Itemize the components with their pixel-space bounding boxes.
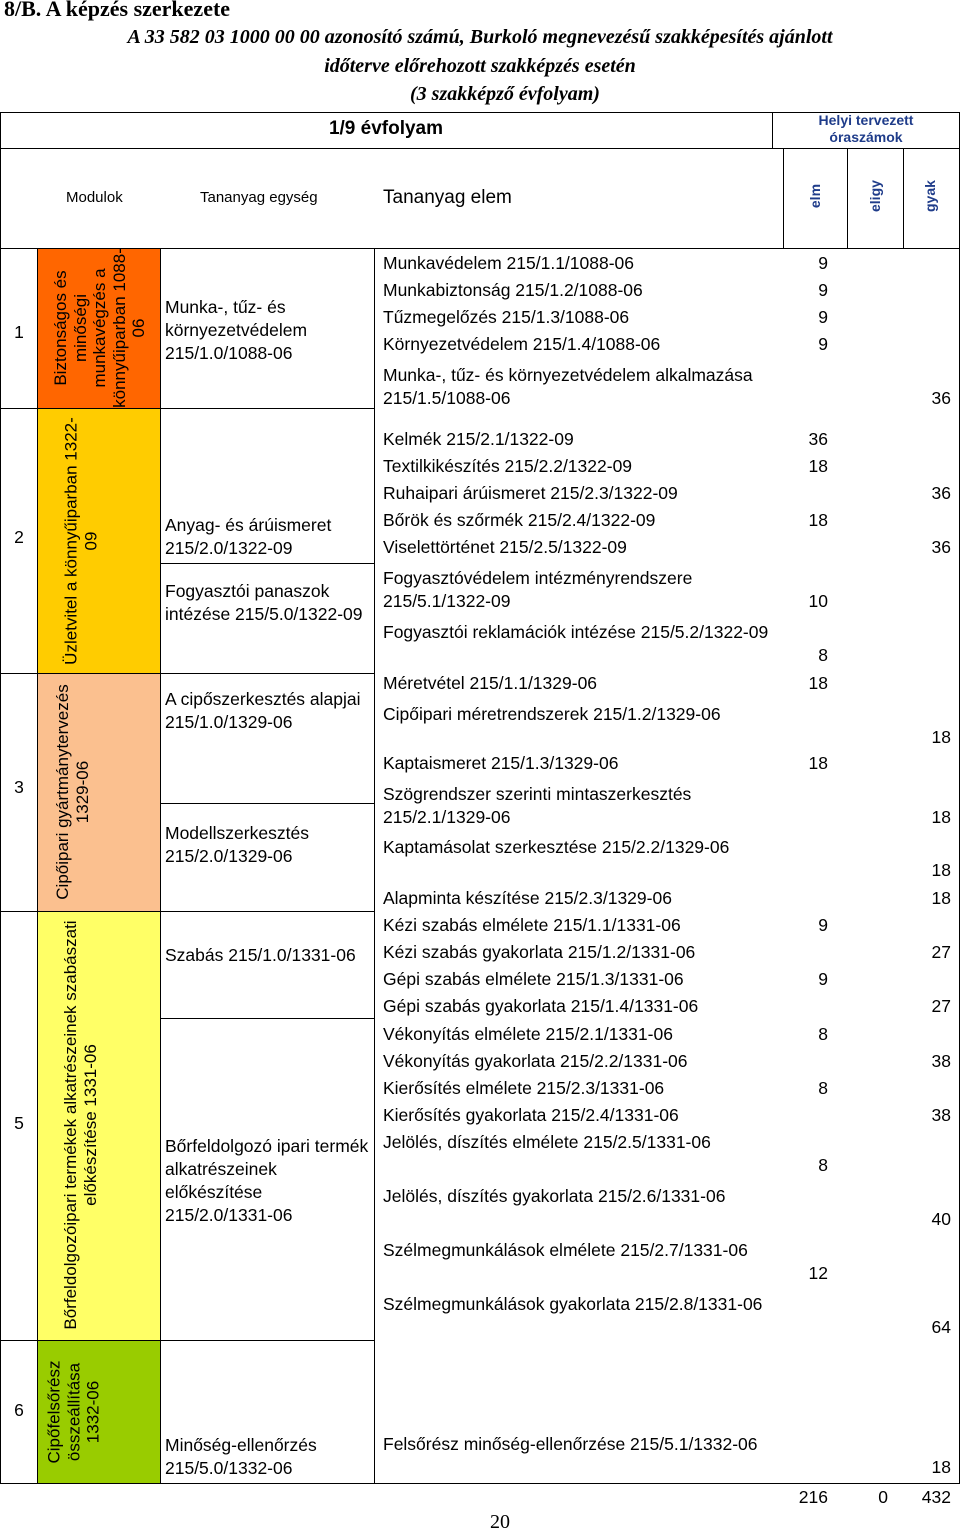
element-gyak-hours: 36 bbox=[931, 483, 951, 503]
element-name: Méretvétel 215/1.1/1329-06 bbox=[383, 673, 598, 693]
element-name: Gépi szabás gyakorlata 215/1.4/1331-06 bbox=[383, 996, 699, 1016]
section-title: 8/B. A képzés szerkezete bbox=[4, 0, 231, 21]
year-label: 1/9 évfolyam bbox=[328, 118, 444, 139]
element-name: Jelölés, díszítés gyakorlata 215/2.6/1331-06 bbox=[383, 1186, 726, 1206]
element-name: Kelmék 215/2.1/1322-09 bbox=[383, 429, 574, 449]
element-gyak-hours: 36 bbox=[931, 388, 951, 408]
unit-6: Szabás 215/1.0/1331-06 bbox=[165, 945, 356, 965]
unit-5: Modellszerkesztés 215/2.0/1329-06 bbox=[165, 823, 309, 866]
unit-3: Fogyasztói panaszok intézése 215/5.0/1322-09 bbox=[165, 581, 363, 624]
element-gyak-hours: 36 bbox=[931, 537, 951, 557]
element-gyak-hours: 18 bbox=[931, 1457, 951, 1477]
element-name: Szögrendszer szerinti mintaszerkesztés 215/2.1/1329-06 bbox=[383, 784, 692, 827]
element-name: Kézi szabás elmélete 215/1.1/1331-06 bbox=[383, 915, 681, 935]
module-num-6: 6 bbox=[14, 1400, 24, 1420]
total-gyak: 432 bbox=[921, 1487, 951, 1507]
element-name: Kézi szabás gyakorlata 215/1.2/1331-06 bbox=[383, 942, 696, 962]
element-name: Munka-, tűz- és környezetvédelem alkalmazása 215/1.5/1088-06 bbox=[383, 365, 753, 408]
unit-1: Munka-, tűz- és környezetvédelem 215/1.0/1088-06 bbox=[165, 297, 308, 363]
module-name-6: Cipőfelsőrész összeállítása 1332-06 bbox=[44, 1360, 103, 1464]
element-elm-hours: 18 bbox=[808, 510, 828, 530]
subtitle-line-3: (3 szakképző évfolyam) bbox=[410, 83, 600, 105]
element-name: Munkavédelem 215/1.1/1088-06 bbox=[383, 253, 635, 273]
module-name-3: Cipőipari gyártmánytervezés 1329-06 bbox=[53, 684, 92, 900]
module-num-3: 3 bbox=[14, 777, 24, 797]
element-name: Szélmegmunkálások gyakorlata 215/2.8/1331-06 bbox=[383, 1294, 763, 1314]
local-hours-label-2: óraszámok bbox=[829, 129, 903, 145]
element-elm-hours: 8 bbox=[818, 1078, 828, 1098]
module-name-2: Üzletvitel a könnyűiparban 1322-09 bbox=[61, 417, 101, 665]
element-elm-hours: 8 bbox=[818, 645, 828, 665]
col-header-element: Tananyag elem bbox=[383, 187, 512, 208]
element-elm-hours: 18 bbox=[808, 456, 828, 476]
module-num-1: 1 bbox=[14, 322, 24, 342]
element-name: Gépi szabás elmélete 215/1.3/1331-06 bbox=[383, 969, 684, 989]
element-name: Felsőrész minőség-ellenőrzése 215/5.1/1332-06 bbox=[383, 1434, 758, 1454]
element-elm-hours: 10 bbox=[808, 591, 828, 611]
element-name: Viselettörténet 215/2.5/1322-09 bbox=[383, 537, 627, 557]
subtitle-line-2: időterve előrehozott szakképzés esetén bbox=[324, 55, 636, 77]
element-name: Jelölés, díszítés elmélete 215/2.5/1331-06 bbox=[383, 1132, 711, 1152]
unit-2: Anyag- és árúismeret 215/2.0/1322-09 bbox=[165, 515, 332, 558]
element-gyak-hours: 40 bbox=[931, 1209, 951, 1229]
total-elm: 216 bbox=[798, 1487, 828, 1507]
element-elm-hours: 36 bbox=[808, 429, 828, 449]
module-num-2: 2 bbox=[14, 527, 24, 547]
element-elm-hours: 9 bbox=[818, 307, 828, 327]
element-elm-hours: 9 bbox=[818, 334, 828, 354]
element-name: Fogyasztóvédelem intézményrendszere 215/5.1/1322-09 bbox=[383, 568, 693, 611]
element-name: Kaptaismeret 215/1.3/1329-06 bbox=[383, 753, 619, 773]
module-name-1: Biztonságos és minőségi munkavégzés a könnyűiparban 1088-06 bbox=[51, 248, 149, 408]
element-elm-hours: 8 bbox=[818, 1155, 828, 1175]
element-name: Vékonyítás elmélete 215/2.1/1331-06 bbox=[383, 1024, 673, 1044]
element-name: Kierősítés gyakorlata 215/2.4/1331-06 bbox=[383, 1105, 679, 1125]
unit-4: A cipőszerkesztés alapjai 215/1.0/1329-06 bbox=[165, 689, 361, 732]
element-name: Kaptamásolat szerkesztése 215/2.2/1329-06 bbox=[383, 837, 730, 857]
page-number: 20 bbox=[490, 1511, 510, 1533]
col-header-gyak: gyak bbox=[921, 180, 938, 213]
element-name: Tűzmegelőzés 215/1.3/1088-06 bbox=[383, 307, 630, 327]
element-name: Környezetvédelem 215/1.4/1088-06 bbox=[383, 334, 661, 354]
element-gyak-hours: 18 bbox=[931, 888, 951, 908]
element-elm-hours: 18 bbox=[808, 673, 828, 693]
element-elm-hours: 18 bbox=[808, 753, 828, 773]
local-hours-label-1: Helyi tervezett bbox=[818, 112, 914, 128]
element-elm-hours: 9 bbox=[818, 280, 828, 300]
element-name: Munkabiztonság 215/1.2/1088-06 bbox=[383, 280, 643, 300]
col-header-modules: Modulok bbox=[66, 189, 123, 206]
element-elm-hours: 8 bbox=[818, 1024, 828, 1044]
element-gyak-hours: 18 bbox=[931, 727, 951, 747]
col-header-eligy: eligy bbox=[866, 180, 883, 212]
module-name-5: Bőrfeldolgozóipari termékek alkatrészeinek szabászati előkészítése 1331-06 bbox=[61, 920, 100, 1330]
element-elm-hours: 9 bbox=[818, 969, 828, 989]
element-name: Fogyasztói reklamációk intézése 215/5.2/1322-09 bbox=[383, 622, 769, 642]
element-gyak-hours: 64 bbox=[931, 1317, 951, 1337]
total-eligy: 0 bbox=[878, 1487, 888, 1507]
element-name: Cipőipari méretrendszerek 215/1.2/1329-06 bbox=[383, 704, 721, 724]
element-name: Alapminta készítése 215/2.3/1329-06 bbox=[383, 888, 672, 908]
element-name: Szélmegmunkálások elmélete 215/2.7/1331-06 bbox=[383, 1240, 748, 1260]
element-name: Bőrök és szőrmék 215/2.4/1322-09 bbox=[383, 510, 656, 530]
element-name: Kierősítés elmélete 215/2.3/1331-06 bbox=[383, 1078, 665, 1098]
unit-8: Minőség-ellenőrzés 215/5.0/1332-06 bbox=[165, 1435, 317, 1478]
element-name: Vékonyítás gyakorlata 215/2.2/1331-06 bbox=[383, 1051, 688, 1071]
element-elm-hours: 9 bbox=[818, 253, 828, 273]
subtitle-line-1: A 33 582 03 1000 00 00 azonosító számú, Burkoló megnevezésű szakképesítés ajánlott bbox=[127, 26, 833, 48]
element-gyak-hours: 27 bbox=[931, 996, 951, 1016]
element-gyak-hours: 38 bbox=[931, 1051, 951, 1071]
element-elm-hours: 12 bbox=[808, 1263, 828, 1283]
element-gyak-hours: 18 bbox=[931, 807, 951, 827]
module-num-5: 5 bbox=[14, 1113, 24, 1133]
col-header-unit: Tananyag egység bbox=[200, 189, 318, 206]
col-header-elm: elm bbox=[806, 183, 823, 209]
element-gyak-hours: 18 bbox=[931, 860, 951, 880]
element-name: Textilkikészítés 215/2.2/1322-09 bbox=[383, 456, 633, 476]
element-gyak-hours: 38 bbox=[931, 1105, 951, 1125]
element-gyak-hours: 27 bbox=[931, 942, 951, 962]
element-name: Ruhaipari árúismeret 215/2.3/1322-09 bbox=[383, 483, 678, 503]
unit-7: Bőrfeldolgozó ipari termék alkatrészeinek előkészítése 215/2.0/1331-06 bbox=[165, 1136, 369, 1225]
element-elm-hours: 9 bbox=[818, 915, 828, 935]
